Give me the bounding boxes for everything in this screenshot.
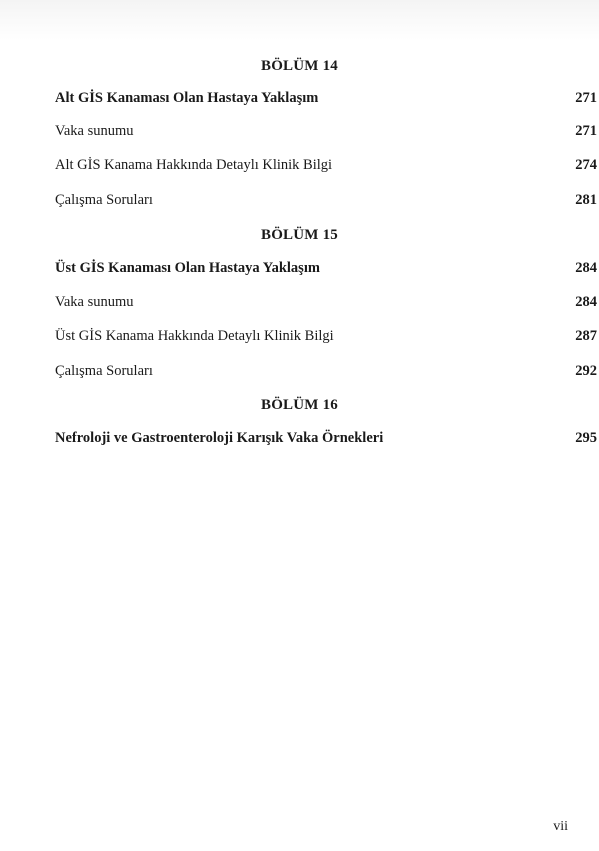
- toc-entry-page: 284: [575, 294, 597, 310]
- toc-entry: [55, 157, 597, 174]
- toc-entry-title: Alt GİS Kanaması Olan Hastaya Yaklaşım: [55, 90, 319, 106]
- toc-entry-title: Üst GİS Kanama Hakkında Detaylı Klinik Bilgi: [55, 328, 334, 344]
- toc-entry: [55, 363, 597, 380]
- toc-entry-page: 292: [575, 363, 597, 379]
- toc-entry: [55, 430, 597, 447]
- toc-entry-title: Çalışma Soruları: [55, 192, 153, 208]
- toc-entry: [55, 260, 597, 277]
- chapter-14-heading: BÖLÜM 14: [260, 58, 339, 74]
- toc-entry-page: 281: [575, 192, 597, 208]
- toc-entry-title: Nefroloji ve Gastroenteroloji Karışık Vaka Örnekleri: [55, 430, 384, 446]
- chapter-15-heading: BÖLÜM 15: [260, 227, 339, 243]
- chapter-16-heading: BÖLÜM 16: [260, 397, 339, 413]
- page-folio: vii: [553, 819, 568, 834]
- toc-entry: [55, 192, 597, 209]
- toc-entry-title: Alt GİS Kanama Hakkında Detaylı Klinik Bilgi: [55, 157, 333, 173]
- page-top-shadow: [0, 0, 599, 40]
- toc-entry-page: 271: [575, 90, 597, 106]
- toc-entry-page: 287: [575, 328, 597, 344]
- toc-entry-page: 274: [575, 157, 597, 173]
- toc-entry-page: 295: [575, 430, 597, 446]
- toc-entry-title: Vaka sunumu: [55, 123, 134, 139]
- toc-entry-title: Çalışma Soruları: [55, 363, 153, 379]
- toc-entry-page: 284: [575, 260, 597, 276]
- toc-entry: [55, 294, 597, 311]
- toc-entry: [55, 90, 597, 107]
- toc-entry-title: Vaka sunumu: [55, 294, 134, 310]
- toc-entry-title: Üst GİS Kanaması Olan Hastaya Yaklaşım: [55, 260, 320, 276]
- toc-entry-page: 271: [575, 123, 597, 139]
- toc-entry: [55, 328, 597, 345]
- toc-entry: [55, 123, 597, 140]
